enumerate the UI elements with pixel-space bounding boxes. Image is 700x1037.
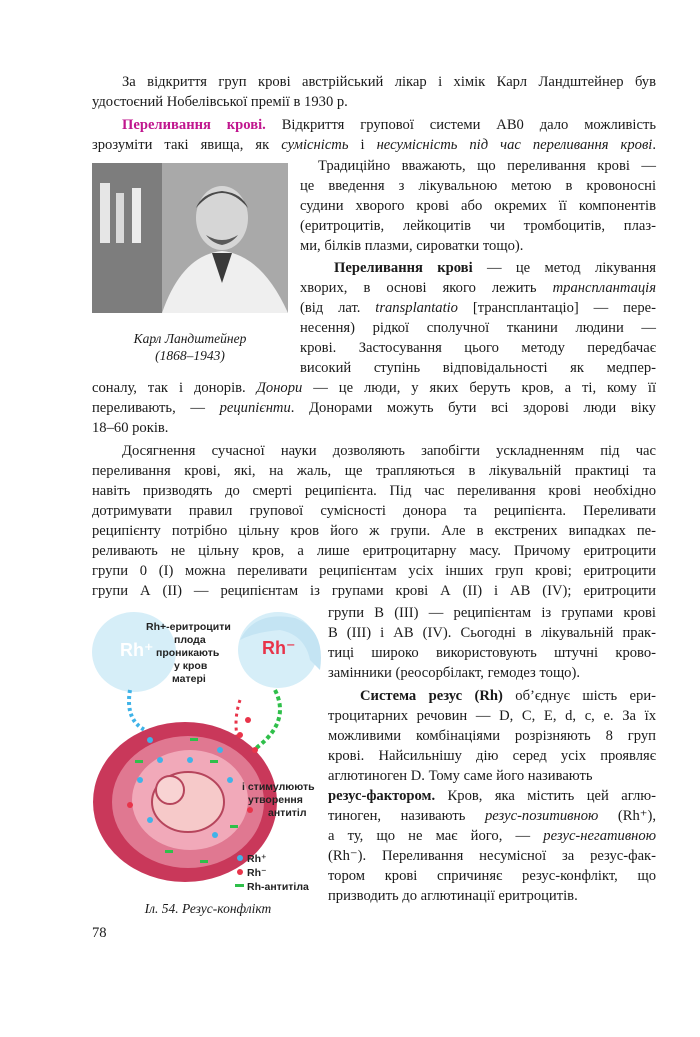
rh-line5: аглютиноген D. Тому саме його називають [328, 768, 593, 784]
rh-minus-label: Rh⁻ [262, 638, 296, 658]
rh-line7: тиноген, називають резус-позитивною (Rh⁺), [328, 808, 656, 824]
top-label-line3: проникають [156, 647, 220, 659]
full-line8: групи А (ІІ) — реципієнтам із групами крові А (ІІ) і АВ (IV); еритроцити [92, 583, 656, 599]
def-line6: високий ступінь відповідальності як медпер- [300, 360, 656, 376]
side-label-line2: утворення [248, 794, 303, 806]
full-line1: Досягнення сучасної науки дозволяють запобігти ускладненням під час [122, 443, 656, 459]
legend-rh-minus-swatch [237, 869, 243, 875]
para1-line1: За відкриття груп крові австрійський лікар і хімік Карл Ландштейнер був [122, 74, 656, 90]
para2-line2: зрозуміти такі явища, як сумісність і несумісність під час переливання крові. [92, 137, 656, 153]
def-line1: Переливання крові — це метод лікування [334, 260, 656, 276]
legend-antibody: Rh-антитіла [247, 881, 309, 893]
right1-line5: ми, білків плазми, сироватки тощо). [300, 238, 524, 254]
term-rh-system: Система резус (Rh) [360, 688, 503, 704]
rh-plus-label: Rh⁺ [120, 640, 154, 660]
rh-line4: крові. Найсильнішу дію серед усіх проявляє [328, 748, 656, 764]
full-line7: групи 0 (І) можна переливати реципієнтам усіх інших груп крові; еритроцити [92, 563, 656, 579]
rh-line9: (Rh⁻). Переливання несумісної за резус-фак- [328, 848, 656, 864]
right1-line2: це введення з лікувальною метою в кровоносні [300, 178, 656, 194]
side-label-line1: і стимулюють [242, 781, 315, 793]
photo-caption-years: (1868–1943) [155, 348, 225, 363]
rh-plus-flow-path [129, 690, 145, 730]
top-label-line2: плода [174, 634, 206, 646]
rh-line6: резус-фактором. Кров, яка містить цей аглю- [328, 788, 656, 804]
rh-conflict-figure [90, 610, 326, 900]
def-line4: несення) рідкої сполучної тканини людини — [300, 320, 656, 336]
right2-line2: В (ІІІ) і АВ (IV). Сьогодні в лікувальній прак- [328, 625, 656, 641]
para1-line2: удостоєний Нобелівської премії в 1930 р. [92, 94, 348, 110]
full-line5: реципієнту потрібно цільну кров його ж групи. Але в екстрених випадках пе- [92, 523, 656, 539]
right1-line1: Традиційно вважають, що переливання крові — [318, 158, 656, 174]
donors-line2: переливають, — реципієнти. Донорами можуть бути всі здорові люди віку [92, 400, 656, 416]
section-heading-transfusion: Переливання крові. [122, 117, 266, 133]
right2-line1: групи В (ІІІ) — реципієнтам із групами крові [328, 605, 656, 621]
right1-line4: (еритроцитів, лейкоцитів чи тромбоцитів, плаз- [300, 218, 656, 234]
def-line5: крові. Застосування цього методу передбачає [300, 340, 656, 356]
rh-line11: призводить до аглютинації еритроцитів. [328, 888, 578, 904]
term-transfusion: Переливання крові [334, 260, 473, 276]
rh-line8: а ту, що не має його, — резус-негативною [328, 828, 656, 844]
def-line2: хворих, в основі якого лежить трансплантація [300, 280, 656, 296]
full-line3: навіть призводять до смерті реципієнта. Під час переливання крові необхідно [92, 483, 656, 499]
donors-line3: 18–60 років. [92, 420, 169, 436]
rh-line10: тором крові спричиняє резус-конфлікт, що [328, 868, 656, 884]
top-label-line1: Rh+-еритроцити [146, 621, 231, 633]
landsteiner-photo [92, 163, 288, 313]
full-line4: дотримувати правил групової сумісності донора та реципієнта. Переливати [92, 503, 656, 519]
donors-line1: соналу, так і донорів. Донори — це люди, у яких беруть кров, а ті, кому її [92, 380, 656, 396]
right2-line3: тиці широко використовують штучні крово- [328, 645, 656, 661]
right1-line3: судини хворого крові або окремих її компонентів [300, 198, 656, 214]
rh-line3: можливими комбінаціями розрізняють 8 груп [328, 728, 656, 744]
top-label-line5: матері [172, 673, 206, 685]
side-label-line3: антитіл [268, 807, 307, 819]
legend-antibody-swatch [235, 884, 244, 887]
full-line6: реливають не цільну кров, а лише еритроцитарну масу. Причому еритроцити [92, 543, 656, 559]
legend-rh-plus-swatch [237, 855, 243, 861]
figure-caption: Іл. 54. Резус-конфлікт [144, 901, 272, 916]
term-rh-factor: резус-фактором. [328, 788, 436, 804]
rh-line1: Система резус (Rh) об’єднує шість ери- [360, 688, 657, 704]
para2-line1: Переливання крові. Відкриття групової системи АВ0 дало можливість [122, 117, 656, 133]
rh-line2: троцитарних речовин — D, С, Е, d, с, е. За їх [328, 708, 656, 724]
legend-rh-minus: Rh⁻ [247, 867, 267, 879]
right2-line4: замінники (реосорбілакт, гемодез тощо). [328, 665, 580, 681]
full-line2: переливання крові, які, на жаль, ще трапляються в лікувальній практиці та [92, 463, 656, 479]
def-line3: (від лат. transplantatio [трансплантаціо] — пере- [300, 300, 656, 316]
photo-caption-name: Карл Ландштейнер [133, 331, 247, 346]
top-label-line4: у кров [174, 660, 208, 672]
legend-rh-plus: Rh⁺ [247, 853, 267, 865]
page-number: 78 [92, 925, 107, 941]
